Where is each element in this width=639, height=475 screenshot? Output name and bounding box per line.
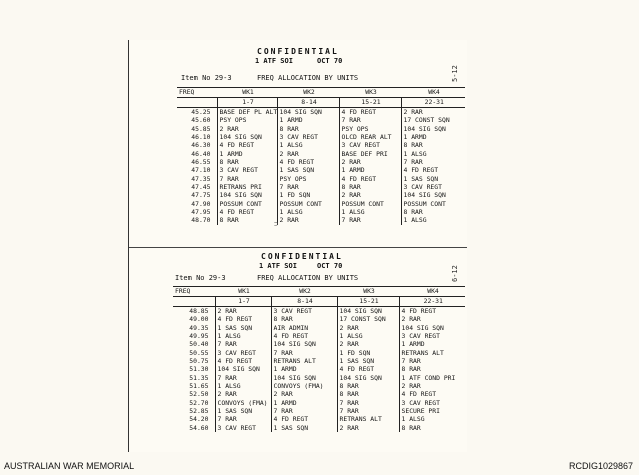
- unit-cell: 7 RAR: [215, 374, 271, 382]
- date-range: [173, 297, 215, 307]
- unit-cell: BASE DEF PL ALT: [217, 108, 277, 117]
- unit-cell: 3 CAV REGT: [215, 349, 271, 357]
- unit-cell: 2 RAR: [277, 150, 339, 158]
- frequency-cell: 51.30: [189, 365, 209, 374]
- unit-cell: OLCD REAR ALT: [339, 133, 401, 141]
- table-row: [177, 116, 465, 124]
- table-row: [173, 374, 465, 382]
- unit-cell: POSSUM CONT: [217, 200, 277, 208]
- unit-cell: 104 SIG SQN: [401, 191, 465, 199]
- unit-cell: 8 RAR: [399, 365, 465, 373]
- table-row: [177, 191, 465, 199]
- unit-cell: 8 RAR: [277, 125, 339, 133]
- document-sheet: [128, 40, 467, 452]
- frequency-table: [177, 87, 465, 225]
- unit-cell: POSSUM CONT: [339, 200, 401, 208]
- unit-cell: POSSUM CONT: [277, 200, 339, 208]
- unit-cell: 8 RAR: [217, 158, 277, 166]
- unit-cell: 104 SIG SQN: [401, 125, 465, 133]
- unit-cell: 104 SIG SQN: [217, 133, 277, 141]
- unit-cell: 1 ALSG: [339, 208, 401, 216]
- unit-cell: 2 RAR: [215, 390, 271, 398]
- unit-cell: 8 RAR: [401, 141, 465, 149]
- table-row: [177, 200, 465, 208]
- unit-cell: 104 SIG SQN: [337, 374, 399, 382]
- table-row: [173, 399, 465, 407]
- unit-cell: 4 FD REGT: [217, 208, 277, 216]
- frequency-cell: 47.10: [191, 166, 211, 175]
- page-reference: 6-12: [451, 265, 459, 282]
- column-header: WK1: [215, 287, 271, 297]
- unit-cell: 7 RAR: [215, 340, 271, 348]
- unit-cell: 4 FD REGT: [339, 108, 401, 117]
- unit-cell: 7 RAR: [277, 183, 339, 191]
- unit-cell: 4 FD REGT: [399, 307, 465, 316]
- allocation-page-upper: [129, 40, 467, 246]
- frequency-cell: 54.60: [189, 423, 209, 432]
- unit-cell: 4 FD REGT: [215, 315, 271, 323]
- unit-heading: 1 ATF SOI: [259, 262, 297, 270]
- unit-cell: PSY OPS: [217, 116, 277, 124]
- unit-cell: 4 FD REGT: [271, 415, 337, 423]
- table-header-row: [177, 88, 465, 98]
- unit-cell: 8 RAR: [339, 183, 401, 191]
- frequency-cell: 46.30: [191, 141, 211, 150]
- frequency-cell: 47.90: [191, 199, 211, 208]
- date-range: 22-31: [401, 98, 465, 108]
- unit-cell: 104 SIG SQN: [215, 365, 271, 373]
- frequency-cell: 47.35: [191, 174, 211, 183]
- frequency-cell: 46.10: [191, 133, 211, 142]
- unit-cell: 1 ARMD: [271, 365, 337, 373]
- table-row: [173, 357, 465, 365]
- unit-cell: 104 SIG SQN: [399, 324, 465, 332]
- unit-cell: 7 RAR: [215, 415, 271, 423]
- classification-heading: CONFIDENTIAL: [257, 47, 339, 56]
- frequency-cell: 49.00: [189, 315, 209, 324]
- unit-cell: 7 RAR: [337, 399, 399, 407]
- column-header: WK3: [339, 88, 401, 98]
- unit-cell: 2 RAR: [337, 424, 399, 432]
- unit-cell: 8 RAR: [401, 208, 465, 216]
- unit-cell: 4 FD REGT: [215, 357, 271, 365]
- unit-cell: 1 ALSG: [337, 332, 399, 340]
- unit-cell: 104 SIG SQN: [337, 307, 399, 316]
- unit-cell: 1 ALSG: [277, 141, 339, 149]
- table-row: [177, 133, 465, 141]
- unit-cell: 3 CAV REGT: [399, 399, 465, 407]
- unit-cell: BASE DEF PRI: [339, 150, 401, 158]
- unit-cell: 1 SAS SQN: [401, 175, 465, 183]
- unit-cell: 2 RAR: [337, 340, 399, 348]
- date-range: 1-7: [215, 297, 271, 307]
- frequency-cell: 45.25: [191, 108, 211, 116]
- unit-cell: 1 SAS SQN: [337, 357, 399, 365]
- image-id: RCDIG1029867: [568, 461, 633, 471]
- unit-cell: 8 RAR: [337, 382, 399, 390]
- date-heading: OCT 70: [317, 262, 343, 270]
- unit-cell: 7 RAR: [337, 407, 399, 415]
- item-number: Item No 29-3: [181, 74, 232, 82]
- unit-cell: RETRANS ALT: [337, 415, 399, 423]
- frequency-cell: 47.95: [191, 208, 211, 217]
- table-header-row: [173, 287, 465, 297]
- unit-cell: 1 ALSG: [215, 332, 271, 340]
- unit-cell: 8 RAR: [271, 315, 337, 323]
- unit-cell: 2 RAR: [337, 324, 399, 332]
- table-row: [173, 415, 465, 423]
- frequency-cell: 51.65: [189, 382, 209, 391]
- unit-cell: 7 RAR: [401, 158, 465, 166]
- unit-cell: 1 ARMD: [401, 133, 465, 141]
- unit-cell: 104 SIG SQN: [277, 108, 339, 117]
- table-row: [177, 108, 465, 117]
- table-row: [177, 141, 465, 149]
- date-range: 8-14: [277, 98, 339, 108]
- table-row: [177, 183, 465, 191]
- unit-cell: 3 CAV REGT: [339, 141, 401, 149]
- unit-cell: 1 SAS SQN: [215, 324, 271, 332]
- frequency-cell: 52.85: [189, 407, 209, 416]
- date-range: 15-21: [339, 98, 401, 108]
- unit-cell: 3 CAV REGT: [271, 307, 337, 316]
- unit-cell: 104 SIG SQN: [217, 191, 277, 199]
- unit-cell: 3 CAV REGT: [277, 133, 339, 141]
- frequency-cell: 47.45: [191, 183, 211, 192]
- table-row: [173, 424, 465, 432]
- table-title: FREQ ALLOCATION BY UNITS: [257, 274, 359, 282]
- unit-cell: 4 FD REGT: [217, 141, 277, 149]
- column-header: WK4: [399, 287, 465, 297]
- unit-cell: 8 RAR: [399, 424, 465, 432]
- unit-cell: 8 RAR: [337, 390, 399, 398]
- table-row: [173, 407, 465, 415]
- unit-cell: 1 ALSG: [277, 208, 339, 216]
- unit-cell: 1 FD SQN: [277, 191, 339, 199]
- column-header: WK3: [337, 287, 399, 297]
- frequency-cell: 50.40: [189, 340, 209, 349]
- unit-cell: RETRANS ALT: [399, 349, 465, 357]
- unit-cell: 1 SAS SQN: [215, 407, 271, 415]
- table-row: [177, 208, 465, 216]
- table-row: [173, 315, 465, 323]
- unit-cell: PSY OPS: [339, 125, 401, 133]
- table-row: [173, 324, 465, 332]
- unit-cell: 7 RAR: [339, 116, 401, 124]
- unit-cell: PSY OPS: [277, 175, 339, 183]
- unit-cell: 3 CAV REGT: [217, 166, 277, 174]
- unit-cell: 2 RAR: [399, 382, 465, 390]
- unit-heading: 1 ATF SOI: [255, 57, 293, 65]
- table-row: [173, 349, 465, 357]
- unit-cell: 1 ALSG: [399, 415, 465, 423]
- column-header: WK1: [217, 88, 277, 98]
- unit-cell: 17 CONST SQN: [401, 116, 465, 124]
- unit-cell: SECURE PRI: [399, 407, 465, 415]
- unit-cell: 4 FD REGT: [271, 332, 337, 340]
- unit-cell: 1 ARMD: [217, 150, 277, 158]
- unit-cell: 7 RAR: [339, 216, 401, 224]
- table-title: FREQ ALLOCATION BY UNITS: [257, 74, 359, 82]
- table-row: [173, 340, 465, 348]
- frequency-cell: 48.70: [191, 216, 211, 225]
- date-range: 8-14: [271, 297, 337, 307]
- unit-cell: 4 FD REGT: [401, 166, 465, 174]
- unit-cell: RETRANS PRI: [217, 183, 277, 191]
- frequency-cell: 52.70: [189, 398, 209, 407]
- unit-cell: 3 CAV REGT: [401, 183, 465, 191]
- unit-cell: 2 RAR: [401, 108, 465, 117]
- table-row: [177, 216, 465, 224]
- table-body: [177, 108, 465, 225]
- column-header: WK4: [401, 88, 465, 98]
- column-header: WK2: [271, 287, 337, 297]
- frequency-cell: 46.40: [191, 149, 211, 158]
- column-header: FREQ: [173, 287, 215, 297]
- unit-cell: 3 CAV REGT: [399, 332, 465, 340]
- unit-cell: 104 SIG SQN: [271, 374, 337, 382]
- unit-cell: 104 SIG SQN: [271, 340, 337, 348]
- frequency-cell: 48.85: [189, 307, 209, 315]
- unit-cell: CONVOYS (FMA): [271, 382, 337, 390]
- unit-cell: 7 RAR: [271, 407, 337, 415]
- allocation-page-lower: [129, 247, 467, 453]
- unit-cell: 7 RAR: [217, 175, 277, 183]
- unit-cell: 1 ALSG: [401, 150, 465, 158]
- table-row: [177, 158, 465, 166]
- classification-heading: CONFIDENTIAL: [261, 252, 343, 261]
- unit-cell: 1 SAS SQN: [271, 424, 337, 432]
- unit-cell: 3 CAV REGT: [215, 424, 271, 432]
- unit-cell: 1 ALSG: [215, 382, 271, 390]
- unit-cell: 2 RAR: [399, 315, 465, 323]
- unit-cell: 17 CONST SQN: [337, 315, 399, 323]
- unit-cell: 2 RAR: [277, 216, 339, 224]
- date-range: 22-31: [399, 297, 465, 307]
- unit-cell: 4 FD REGT: [339, 175, 401, 183]
- unit-cell: CONVOYS (FMA): [215, 399, 271, 407]
- unit-cell: 1 FD SQN: [337, 349, 399, 357]
- frequency-cell: 49.95: [189, 332, 209, 341]
- date-range: 1-7: [217, 98, 277, 108]
- column-header: WK2: [277, 88, 339, 98]
- table-row: [173, 332, 465, 340]
- unit-cell: POSSUM CONT: [401, 200, 465, 208]
- frequency-cell: 47.75: [191, 191, 211, 200]
- unit-cell: 2 RAR: [339, 158, 401, 166]
- unit-cell: 1 ARMD: [339, 166, 401, 174]
- table-row: [173, 365, 465, 373]
- frequency-cell: 51.35: [189, 373, 209, 382]
- unit-cell: 8 RAR: [217, 216, 277, 224]
- unit-cell: 1 ALSG: [401, 216, 465, 224]
- unit-cell: 1 SAS SQN: [277, 166, 339, 174]
- frequency-cell: 50.75: [189, 357, 209, 366]
- item-number: Item No 29-3: [175, 274, 226, 282]
- unit-cell: 7 RAR: [399, 357, 465, 365]
- unit-cell: AIR ADMIN: [271, 324, 337, 332]
- date-range: 15-21: [337, 297, 399, 307]
- table-row: [173, 307, 465, 316]
- date-range-row: [173, 297, 465, 307]
- frequency-table: [173, 286, 465, 432]
- frequency-cell: 49.35: [189, 323, 209, 332]
- date-range-row: [177, 98, 465, 108]
- table-row: [173, 390, 465, 398]
- frequency-cell: 52.50: [189, 390, 209, 399]
- unit-cell: 1 ARMD: [277, 116, 339, 124]
- frequency-cell: 45.85: [191, 124, 211, 133]
- frequency-cell: 50.55: [189, 348, 209, 357]
- date-range: [177, 98, 217, 108]
- unit-cell: 2 RAR: [271, 390, 337, 398]
- unit-cell: 7 RAR: [271, 349, 337, 357]
- unit-cell: 4 FD REGT: [277, 158, 339, 166]
- unit-cell: 1 ARMD: [399, 340, 465, 348]
- frequency-cell: 46.55: [191, 158, 211, 167]
- unit-cell: 2 RAR: [217, 125, 277, 133]
- frequency-cell: 45.60: [191, 116, 211, 125]
- page-reference: 5-12: [451, 65, 459, 82]
- unit-cell: 2 RAR: [339, 191, 401, 199]
- table-row: [177, 125, 465, 133]
- table-row: [173, 382, 465, 390]
- column-header: FREQ: [177, 88, 217, 98]
- unit-cell: 4 FD REGT: [399, 390, 465, 398]
- unit-cell: 4 FD REGT: [337, 365, 399, 373]
- unit-cell: 2 RAR: [215, 307, 271, 316]
- table-row: [177, 150, 465, 158]
- date-heading: OCT 70: [317, 57, 343, 65]
- unit-cell: 1 ARMD: [271, 399, 337, 407]
- punch-mark: ⊃: [274, 220, 279, 228]
- table-row: [177, 166, 465, 174]
- frequency-cell: 54.20: [189, 415, 209, 424]
- unit-cell: RETRANS ALT: [271, 357, 337, 365]
- table-body: [173, 307, 465, 433]
- unit-cell: 1 ATF COND PRI: [399, 374, 465, 382]
- table-row: [177, 175, 465, 183]
- archive-caption: AUSTRALIAN WAR MEMORIAL: [4, 461, 135, 471]
